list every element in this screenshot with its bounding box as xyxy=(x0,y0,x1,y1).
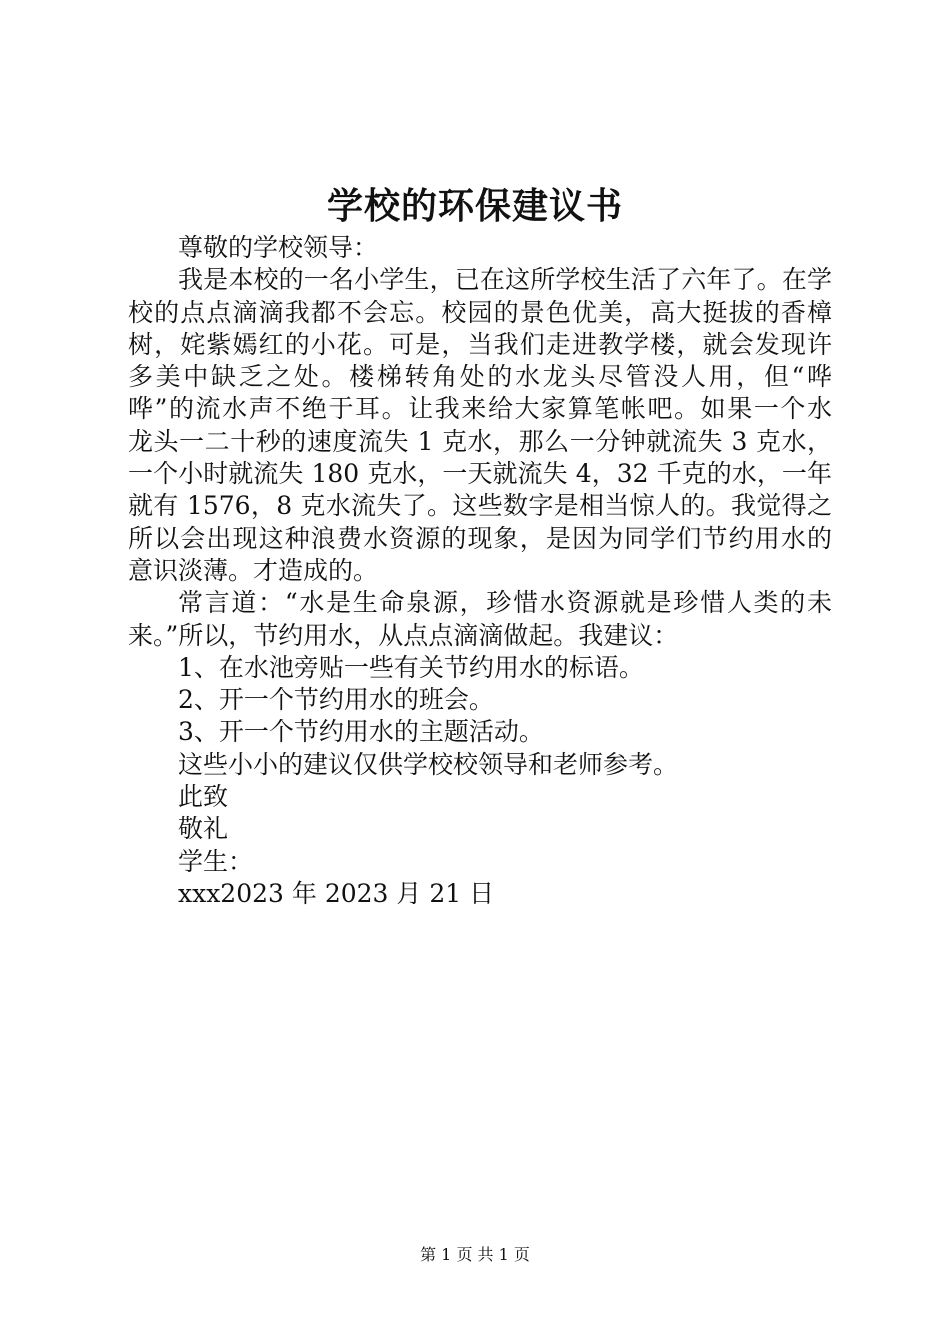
salutation: 尊敬的学校领导： xyxy=(178,233,379,262)
paragraph-line: 所以会出现这种浪费水资源的现象，是因为同学们节约用水的 xyxy=(128,523,832,553)
document-title: 学校的环保建议书 xyxy=(326,185,623,227)
document-body xyxy=(128,232,832,910)
suggestion-item: 1、在水池旁贴一些有关节约用水的标语。 xyxy=(178,652,644,682)
closing-remark: 这些小小的建议仅供学校校领导和老师参考。 xyxy=(178,749,679,779)
paragraph-line: 就有 1576，8 克水流失了。这些数字是相当惊人的。我觉得之 xyxy=(128,491,832,521)
closing-greeting-1: 此致 xyxy=(178,782,229,812)
paragraph-line: 哗”的流水声不绝于耳。让我来给大家算笔帐吧。如果一个水 xyxy=(128,394,832,424)
paragraph-line: 校的点点滴滴我都不会忘。校园的景色优美，高大挺拔的香樟 xyxy=(128,297,832,327)
paragraph-line: 常言道：“水是生命泉源，珍惜水资源就是珍惜人类的未 xyxy=(178,588,832,618)
suggestion-item: 3、开一个节约用水的主题活动。 xyxy=(178,717,544,747)
paragraph-line: 一个小时就流失 180 克水，一天就流失 4，32 千克的水，一年 xyxy=(128,459,832,489)
paragraph-line: 多美中缺乏之处。楼梯转角处的水龙头尽管没人用，但“哗 xyxy=(128,362,832,392)
signature-label: 学生： xyxy=(178,846,254,876)
closing-greeting-2: 敬礼 xyxy=(178,814,229,844)
paragraph-1 xyxy=(128,264,832,587)
paragraph-line: 树，姹紫嫣红的小花。可是，当我们走进教学楼，就会发现许 xyxy=(128,329,832,359)
paragraph-line: 意识淡薄。才造成的。 xyxy=(128,555,379,585)
paragraph-line: 龙头一二十秒的速度流失 1 克水，那么一分钟就流失 3 克水， xyxy=(128,426,832,456)
date-line: xxx2023 年 2023 月 21 日 xyxy=(178,878,495,908)
paragraph-line: 来。”所以，节约用水，从点点滴滴做起。我建议： xyxy=(128,620,679,650)
paragraph-line: 我是本校的一名小学生，已在这所学校生活了六年了。在学 xyxy=(178,265,832,295)
suggestion-list xyxy=(128,652,832,749)
suggestion-item: 2、开一个节约用水的班会。 xyxy=(178,685,494,715)
page-footer: 第 1 页 共 1 页 xyxy=(420,1245,530,1264)
paragraph-2 xyxy=(128,587,832,652)
